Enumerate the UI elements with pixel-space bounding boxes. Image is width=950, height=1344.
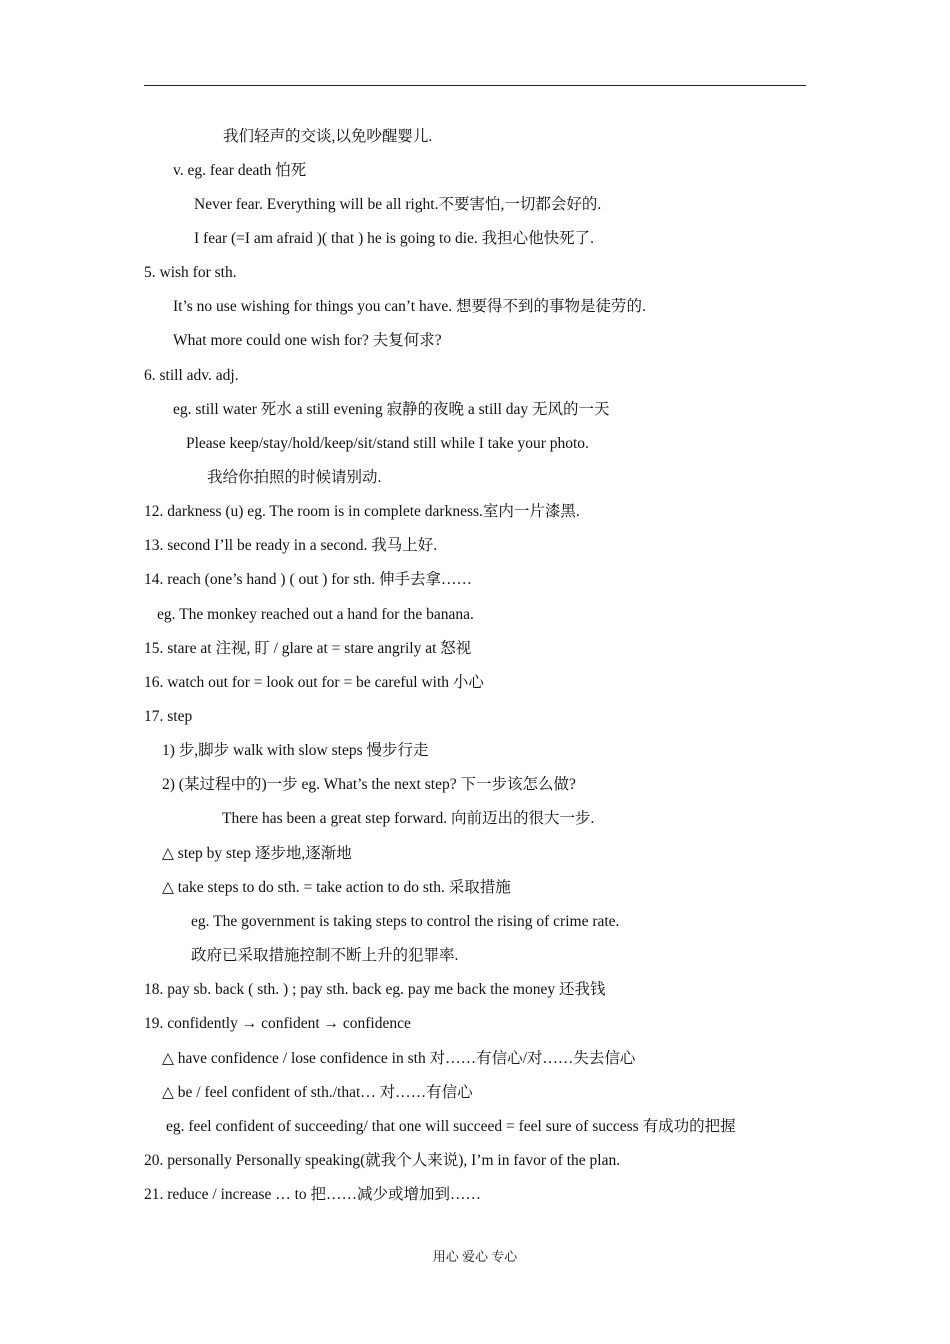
- text-line: 13. second I’ll be ready in a second. 我马上好.: [144, 537, 438, 554]
- text-line: What more could one wish for? 夫复何求?: [173, 332, 442, 349]
- text-line: 6. still adv. adj.: [144, 367, 239, 384]
- text-line: △ step by step 逐步地,逐渐地: [162, 845, 352, 862]
- text-line: 20. personally Personally speaking(就我个人来说), I’m in favor of the plan.: [144, 1152, 621, 1169]
- text-line: I fear (=I am afraid )( that ) he is going to die. 我担心他快死了.: [194, 230, 595, 247]
- text-line: 2) (某过程中的)一步 eg. What’s the next step? 下一步该怎么做?: [162, 776, 576, 793]
- text-line: △ have confidence / lose confidence in sth 对……有信心/对……失去信心: [162, 1050, 636, 1067]
- text-line: 15. stare at 注视, 盯 / glare at = stare angrily at 怒视: [144, 640, 472, 657]
- text-line: 政府已采取措施控制不断上升的犯罪率.: [191, 947, 459, 964]
- text-line: eg. still water 死水 a still evening 寂静的夜晚 a still day 无风的一天: [173, 401, 610, 418]
- text-line: 5. wish for sth.: [144, 264, 237, 281]
- text-line: There has been a great step forward. 向前迈出的很大一步.: [222, 810, 595, 827]
- text-line: eg. The monkey reached out a hand for the banana.: [157, 606, 474, 623]
- text-line: 18. pay sb. back ( sth. ) ; pay sth. back eg. pay me back the money 还我钱: [144, 981, 606, 998]
- text-line: 1) 步,脚步 walk with slow steps 慢步行走: [162, 742, 429, 759]
- text-line: Please keep/stay/hold/keep/sit/stand still while I take your photo.: [186, 435, 589, 452]
- text-line: 19. confidently → confident → confidence: [144, 1015, 411, 1032]
- text-line: 我给你拍照的时候请别动.: [207, 469, 382, 486]
- text-line: 12. darkness (u) eg. The room is in complete darkness.室内一片漆黑.: [144, 503, 580, 520]
- text-line: v. eg. fear death 怕死: [173, 162, 307, 179]
- text-line: 17. step: [144, 708, 193, 725]
- text-line: It’s no use wishing for things you can’t have. 想要得不到的事物是徒劳的.: [173, 298, 646, 315]
- text-line: △ take steps to do sth. = take action to do sth. 采取措施: [162, 879, 511, 896]
- text-line: eg. The government is taking steps to control the rising of crime rate.: [191, 913, 620, 930]
- header-rule: [144, 85, 806, 86]
- text-line: 21. reduce / increase … to 把……减少或增加到……: [144, 1186, 482, 1203]
- text-line: △ be / feel confident of sth./that… 对……有信心: [162, 1084, 473, 1101]
- page-footer: 用心 爱心 专心: [432, 1249, 518, 1264]
- text-line: 我们轻声的交谈,以免吵醒婴儿.: [223, 128, 433, 145]
- text-line: 14. reach (one’s hand ) ( out ) for sth. 伸手去拿……: [144, 571, 473, 588]
- text-line: 16. watch out for = look out for = be careful with 小心: [144, 674, 484, 691]
- text-line: eg. feel confident of succeeding/ that one will succeed = feel sure of success 有成功的把握: [166, 1118, 736, 1135]
- text-line: Never fear. Everything will be all right.不要害怕,一切都会好的.: [194, 196, 602, 213]
